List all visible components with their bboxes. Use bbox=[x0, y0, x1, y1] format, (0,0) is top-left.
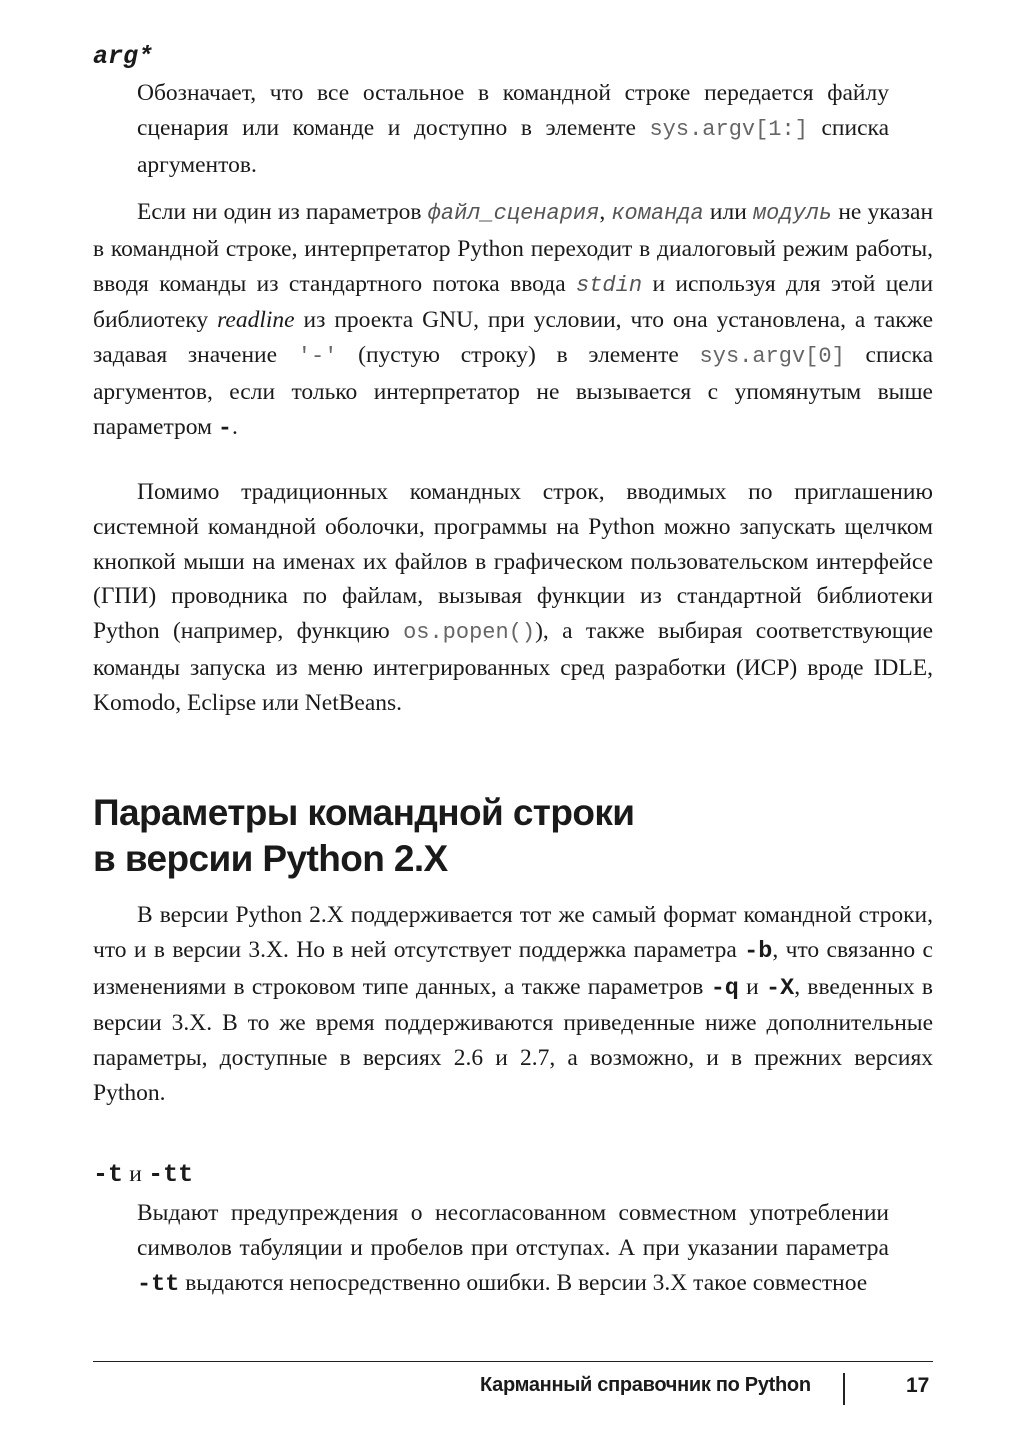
code-script-file: файл_сценария bbox=[427, 201, 600, 226]
text: списка аргументов, если только интерпретатор не вызывается с упомянутым выше параметром bbox=[93, 342, 934, 440]
definition-arg bbox=[137, 76, 889, 182]
text: . bbox=[231, 413, 238, 440]
text: , bbox=[599, 199, 606, 225]
term-arg bbox=[93, 42, 153, 71]
term-t: -t bbox=[93, 1160, 124, 1189]
text: , введенных в версии 3.X. В то же время поддерживаются приведенные ниже дополнительные параметры, доступные в версиях 2.6 и 2.7, а возможно, и в прежних версиях Python. bbox=[93, 973, 933, 1106]
section-heading-line-1: Параметры командной строки bbox=[93, 792, 635, 833]
text: (пустую строку) в элементе bbox=[358, 342, 679, 369]
paragraph-python2-options bbox=[93, 898, 933, 1111]
text: из проекта GNU, при условии, что она установлена, а также задавая значение bbox=[93, 307, 934, 369]
definition-t-tt-text-end: выдаются непосредственно ошибки. В версии 3.X такое совместное bbox=[185, 1269, 868, 1296]
term-readline: readline bbox=[217, 307, 295, 334]
section-heading bbox=[93, 790, 634, 882]
text: ), а также выбирая соответствующие команды запуска из меню интегрированных сред разработки (ИСР) вроде IDLE, Komodo, Eclipse или NetBeans. bbox=[93, 618, 934, 716]
code-stdin: stdin bbox=[576, 272, 643, 298]
definition-t-tt-text: Выдают предупреждения о несогласованном совместном употреблении символов табуляции и пробелов при отступах. А при указании параметра bbox=[137, 1200, 889, 1261]
text: В версии Python 2.X поддерживается тот же самый формат командной строки, что и в версии 3.X. Но в ней отсутствует поддержка параметра bbox=[93, 902, 933, 963]
term-arg-text: arg* bbox=[93, 42, 154, 71]
code-option-b: -b bbox=[744, 937, 773, 965]
code-os-popen: os.popen() bbox=[403, 620, 536, 646]
definition-arg-text: Обозначает, что все остальное в командной строке передается файлу сценария или команде и доступно в элементе bbox=[137, 80, 889, 141]
code-module: модуль bbox=[752, 201, 833, 226]
term-tt: -tt bbox=[148, 1160, 194, 1189]
text: или bbox=[709, 199, 747, 225]
code-dash-string: '-' bbox=[297, 344, 338, 370]
footer-separator bbox=[843, 1373, 845, 1405]
paragraph-interactive-mode bbox=[93, 195, 933, 447]
page-number: 17 bbox=[906, 1374, 930, 1397]
text: , что связанно с изменениями в строковом типе данных, а также параметров bbox=[93, 936, 933, 1000]
definition-t-tt bbox=[137, 1196, 889, 1302]
code-option-tt: -tt bbox=[137, 1270, 180, 1298]
text: не указан в командной строке, интерпретатор Python переходит в диалоговый режим работы, вводя команды из стандартного потока ввода bbox=[93, 199, 934, 297]
footer-book-title: Карманный справочник по Python bbox=[480, 1374, 811, 1396]
code-option-q: -q bbox=[710, 974, 739, 1002]
footer-rule bbox=[93, 1361, 933, 1362]
term-and: и bbox=[129, 1161, 142, 1187]
text: Помимо традиционных командных строк, вводимых по приглашению системной командной оболочки, программы на Python можно запускать щелчком кнопкой мыши на именах их файлов в графическом пользовательском интерфейсе (ГПИ) проводника по файлам, вызывая функции из стандартной библиотеки Python (например, функцию bbox=[93, 479, 933, 645]
definition-arg-text-end: списка аргументов. bbox=[137, 114, 890, 178]
code-command: команда bbox=[611, 201, 704, 226]
paragraph-gui-launch bbox=[93, 475, 933, 721]
term-t-tt bbox=[93, 1160, 193, 1189]
code-sys-argv-slice: sys.argv[1:] bbox=[649, 116, 808, 142]
text: и bbox=[746, 973, 759, 1000]
text: и используя для этой цели библиотеку bbox=[93, 270, 934, 334]
code-dash-option: - bbox=[217, 414, 232, 442]
text: Если ни один из параметров bbox=[137, 199, 422, 225]
code-option-x: -X bbox=[766, 974, 795, 1002]
code-sys-argv-0: sys.argv[0] bbox=[699, 344, 845, 370]
section-heading-line-2: в версии Python 2.X bbox=[93, 838, 448, 879]
